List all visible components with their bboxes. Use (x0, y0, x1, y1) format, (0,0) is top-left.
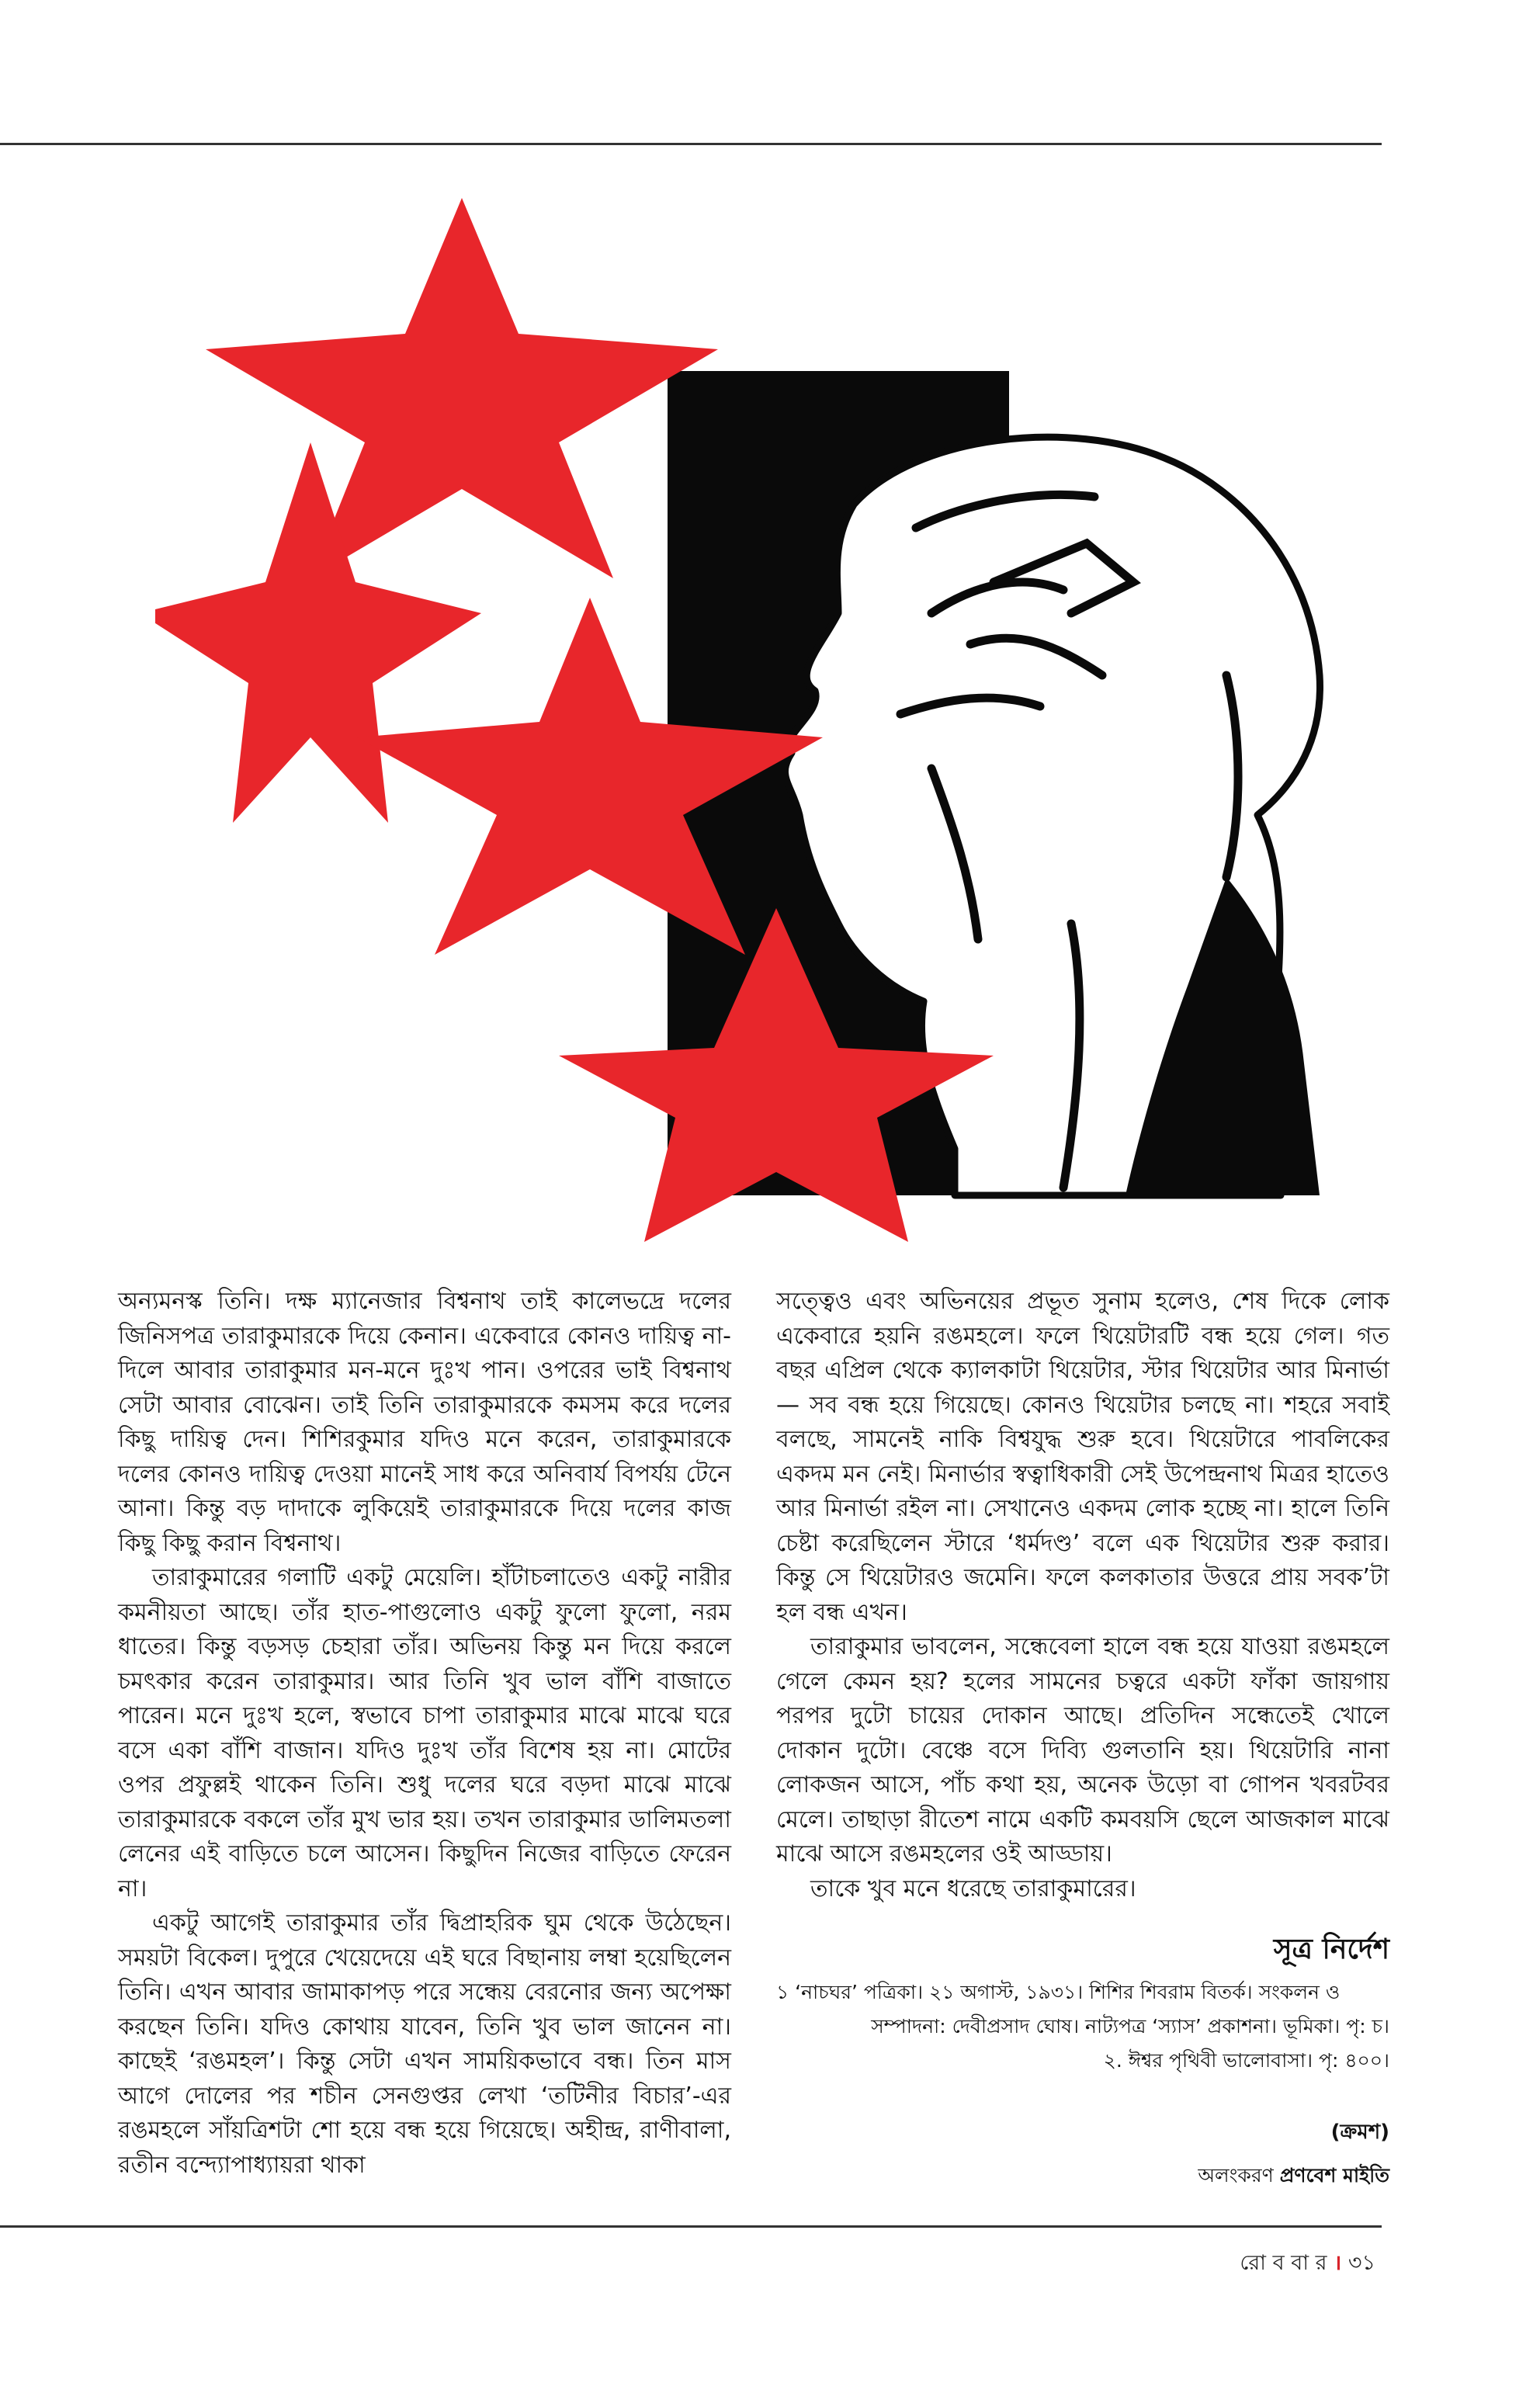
illustration-stars-profile (155, 179, 1366, 1265)
red-star-top (206, 198, 718, 578)
bottom-rule (0, 2225, 1382, 2228)
paragraph: তারাকুমারের গলাটি একটু মেয়েলি। হাঁটাচলাতেও একটু নারীর কমনীয়তা আছে। তাঁর হাত-পাগুলোও একটু ফুলো ফুলো, নরম ধাতের। কিন্তু বড়সড় চেহারা তাঁর। অভিনয় কিন্তু মন দিয়ে করলে চমৎকার করেন তারাকুমার। আর তিনি খুব ভাল বাঁশি বাজাতে পারেন। মনে দুঃখ হলে, স্বভাবে চাপা তারাকুমার মাঝে মাঝে ঘরে বসে একা বাঁশি বাজান। যদিও দুঃখ তাঁর বিশেষ হয় না। মোটের ওপর প্রফুল্লই থাকেন তিনি। শুধু দলের ঘরে বড়দা মাঝে মাঝে তারাকুমারকে বকলে তাঁর মুখ ভার হয়। তখন তারাকুমার ডালিমতলা লেনের এই বাড়িতে চলে আসেন। কিছুদিন নিজের বাড়িতে ফেরেন না। (118, 1564, 731, 1902)
page-number: ৩১ (1348, 2251, 1375, 2275)
article-column-right (776, 1285, 1389, 2194)
folio-separator: । (1334, 2251, 1342, 2275)
source-line: ১ ‘নাচঘর’ পত্রিকা। ২১ অগাস্ট, ১৯৩১। শিশির শিবরাম বিতর্ক। সংকলন ও (776, 1980, 1341, 2003)
top-rule (0, 143, 1382, 145)
credit-label: অলংকরণ (1198, 2164, 1274, 2187)
continued-marker: (ক্রমশ) (1330, 2120, 1389, 2144)
paragraph: একটু আগেই তারাকুমার তাঁর দ্বিপ্রাহরিক ঘুম থেকে উঠেছেন। সময়টা বিকেল। দুপুরে খেয়েদেয়ে এই ঘরে বিছানায় লম্বা হয়েছিলেন তিনি। এখন আবার জামাকাপড় পরে সন্ধেয় বেরনোর জন্য অপেক্ষা করছেন তিনি। যদিও কোথায় যাবেন, তিনি খুব ভাল জানেন না। কাছেই ‘রঙমহল’। কিন্তু সেটা এখন সাময়িকভাবে বন্ধ। তিন মাস আগে দোলের পর শচীন সেনগুপ্তর লেখা ‘তটিনীর বিচার’-এর রঙমহলে সাঁয়ত্রিশটা শো হয়ে বন্ধ হয়ে গিয়েছে। অহীন্দ্র, রাণীবালা, রতীন বন্দ্যোপাধ্যায়রা থাকা (118, 1909, 731, 2179)
paragraph: তারাকুমার ভাবলেন, সন্ধেবেলা হালে বন্ধ হয়ে যাওয়া রঙমহলে গেলে কেমন হয়? হলের সামনের চত্বরে একটা ফাঁকা জায়গায় পরপর দুটো চায়ের দোকান আছে। প্রতিদিন সন্ধেতেই খোলে দোকান দুটো। বেঞ্চে বসে দিব্যি গুলতানি হয়। থিয়েটারি নানা লোকজন আসে, পাঁচ কথা হয়, অনেক উড়ো বা গোপন খবরটবর মেলে। তাছাড়া রীতেশ নামে একটি কমবয়সি ছেলে আজকাল মাঝে মাঝে আসে রঙমহলের ওই আড্ডায়। (776, 1633, 1389, 1868)
source-line: সম্পাদনা: দেবীপ্রসাদ ঘোষ। নাট্যপত্র ‘স্যাস’ প্রকাশনা। ভূমিকা। পৃ: চ। (871, 2014, 1389, 2038)
sources-section (776, 1933, 1389, 2078)
magazine-name: রো ব বা র (1240, 2251, 1327, 2275)
paragraph: তাকে খুব মনে ধরেছে তারাকুমারের। (810, 1875, 1136, 1902)
illustration-credit (776, 2159, 1389, 2194)
sources-heading: সূত্র নির্দেশ (1273, 1933, 1389, 1965)
credit-artist: প্রণবেশ মাইতি (1279, 2164, 1389, 2187)
page-folio (1240, 2247, 1375, 2282)
paragraph: অন্যমনস্ক তিনি। দক্ষ ম্যানেজার বিশ্বনাথ তাই কালেভদ্রে দলের জিনিসপত্র তারাকুমারকে দিয়ে কেনান। একেবারে কোনও দায়িত্ব না-দিলে আবার তারাকুমার মন-মনে দুঃখ পান। ওপরের ভাই বিশ্বনাথ সেটা আবার বোঝেন। তাই তিনি তারাকুমারকে কমসম করে দলের কিছু দায়িত্ব দেন। শিশিরকুমার যদিও মনে করেন, তারাকুমারকে দলের কোনও দায়িত্ব দেওয়া মানেই সাধ করে অনিবার্য বিপর্যয় টেনে আনা। কিন্তু বড় দাদাকে লুকিয়েই তারাকুমারকে দিয়ে দলের কাজ কিছু কিছু করান বিশ্বনাথ। (118, 1288, 731, 1557)
paragraph: সত্ত্বেও এবং অভিনয়ের প্রভূত সুনাম হলেও, শেষ দিকে লোক একেবারে হয়নি রঙমহলে। ফলে থিয়েটারটি বন্ধ হয়ে গেল। গত বছর এপ্রিল থেকে ক্যালকাটা থিয়েটার, স্টার থিয়েটার আর মিনার্ভা— সব বন্ধ হয়ে গিয়েছে। কোনও থিয়েটার চলছে না। শহরে সবাই বলছে, সামনেই নাকি বিশ্বযুদ্ধ শুরু হবে। থিয়েটারে পাবলিকের একদম মন নেই। মিনার্ভার স্বত্বাধিকারী সেই উপেন্দ্রনাথ মিত্রর হাতেও আর মিনার্ভা রইল না। সেখানেও একদম লোক হচ্ছে না। হালে তিনি চেষ্টা করেছিলেন স্টারে ‘ধর্মদণ্ড’ বলে এক থিয়েটার শুরু করার। কিন্তু সে থিয়েটারও জমেনি। ফলে কলকাতার উত্তরে প্রায় সবক’টা হল বন্ধ এখন। (776, 1288, 1389, 1626)
article-column-left (118, 1285, 731, 2183)
source-line: ২. ঈশ্বর পৃথিবী ভালোবাসা। পৃ: ৪০০। (1103, 2048, 1389, 2072)
